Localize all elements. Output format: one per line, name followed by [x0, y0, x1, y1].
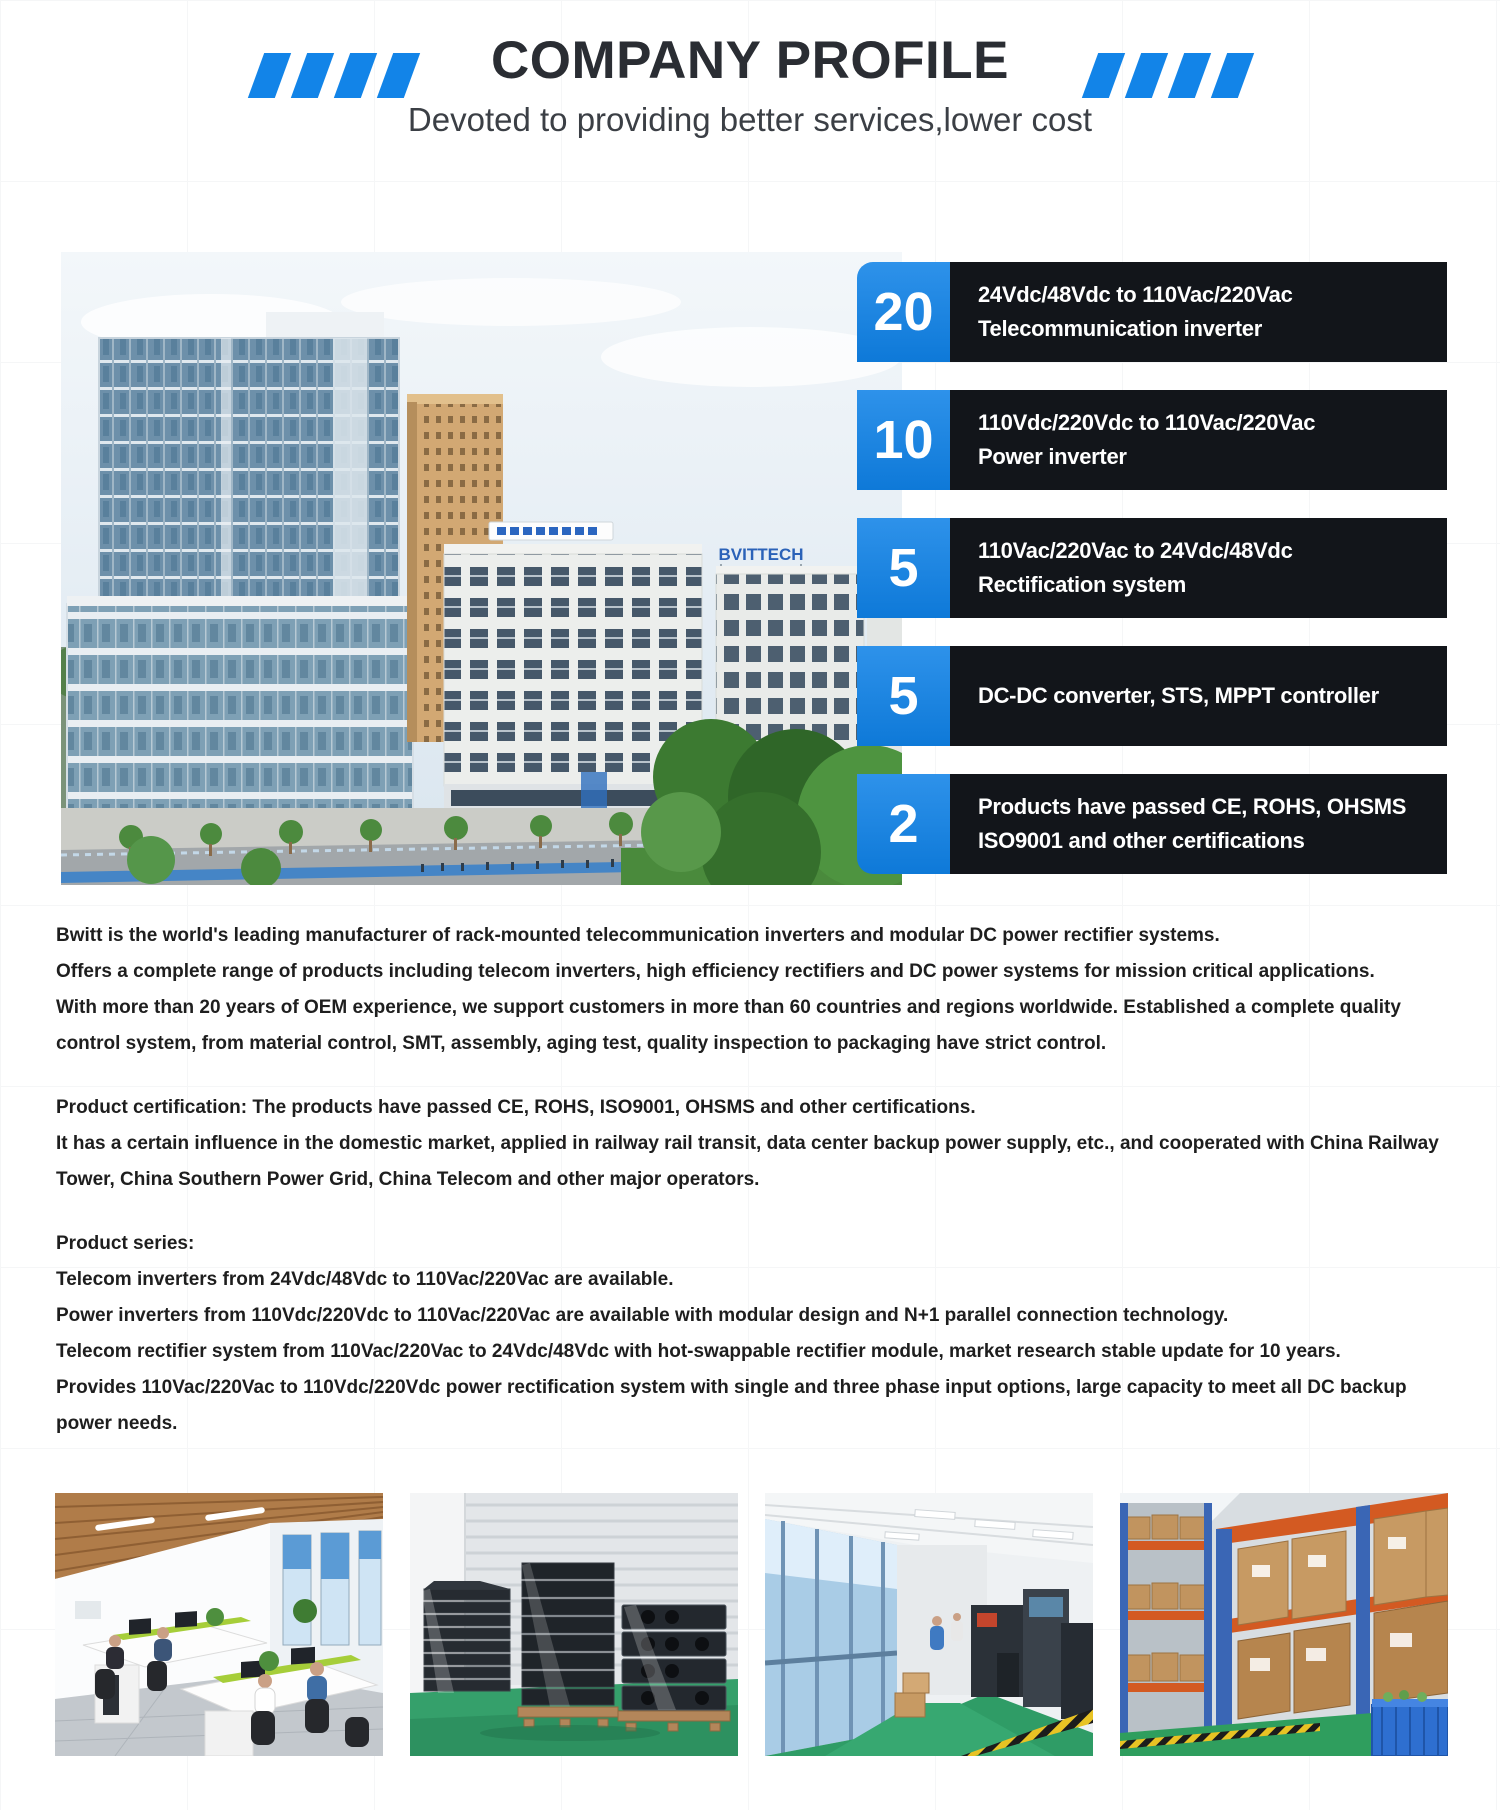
company-campus-photo	[61, 252, 902, 885]
stat-number: 2	[857, 774, 950, 874]
stat-row-power-inverter	[857, 390, 1447, 490]
title-right-slashes-icon	[1090, 53, 1246, 98]
stat-description: 110Vdc/220Vdc to 110Vac/220Vac Power inverter	[950, 390, 1447, 490]
page-subtitle: Devoted to providing better services,lower cost	[407, 101, 1093, 138]
office-illustration	[55, 1493, 383, 1756]
stat-row-telecom-inverter	[857, 262, 1447, 362]
company-stats	[857, 262, 1447, 874]
warehouse-illustration	[1120, 1493, 1448, 1756]
workshop-photo	[765, 1493, 1093, 1756]
products-photo	[410, 1493, 738, 1756]
paragraph-certification: Product certification: The products have passed CE, ROHS, ISO9001, OHSMS and other certifications. It has a certain influence in the domestic market, applied in railway rail transit, data center backup power supply, etc., and cooperated with China Railway Tower, China Southern Power Grid, China Telecom and other major operators.	[56, 1097, 1439, 1190]
paragraph-overview: Bwitt is the world's leading manufacturer of rack-mounted telecommunication inverters and modular DC power rectifier systems. Offers a complete range of products including telecom inverters, high efficiency rectifiers and DC power systems for mission critical applications. With more than 20 years of OEM experience, we support customers in more than 60 countries and regions worldwide. Established a complete quality control system, from material control, SMT, assembly, aging test, quality inspection to packaging have strict control.	[56, 925, 1401, 1054]
stat-number: 20	[857, 262, 950, 362]
stat-row-certifications	[857, 774, 1447, 874]
campus-illustration	[61, 252, 902, 885]
stat-number: 10	[857, 390, 950, 490]
stat-row-rectification-system	[857, 518, 1447, 618]
chassis-stack-icon	[422, 1581, 510, 1693]
stat-description: 24Vdc/48Vdc to 110Vac/220Vac Telecommunication inverter	[950, 262, 1447, 362]
stat-number: 5	[857, 518, 950, 618]
stat-description: Products have passed CE, ROHS, OHSMS ISO9001 and other certifications	[950, 774, 1447, 874]
stat-number: 5	[857, 646, 950, 746]
company-description	[56, 918, 1466, 1470]
blue-crate-icon	[1372, 1690, 1448, 1756]
office-photo	[55, 1493, 383, 1756]
warehouse-photo	[1120, 1493, 1448, 1756]
stat-description: 110Vac/220Vac to 24Vdc/48Vdc Rectification system	[950, 518, 1447, 618]
stat-row-dcdc-converter	[857, 646, 1447, 746]
right-rack-icon	[1216, 1493, 1448, 1733]
products-illustration	[410, 1493, 738, 1756]
rooftop-sign-text: BVITTECH	[718, 545, 804, 564]
page-title: COMPANY PROFILE	[491, 31, 1009, 90]
paragraph-product-series: Product series: Telecom inverters from 24Vdc/48Vdc to 110Vac/220Vac are available. Power inverters from 110Vdc/220Vdc to 110Vac/220Vac are available with modular design and N+1 parallel connection technology. Telecom rectifier system from 110Vac/220Vac to 24Vdc/48Vdc with hot-swappable rectifier module, market research stable update for 10 years. Provides 110Vac/220Vac to 110Vdc/220Vdc power rectification system with single and three phase input options, large capacity to meet all DC backup power needs.	[56, 1233, 1407, 1434]
left-rack-icon	[1120, 1503, 1212, 1733]
stat-description: DC-DC converter, STS, MPPT controller	[950, 646, 1447, 746]
workshop-illustration	[765, 1493, 1093, 1756]
